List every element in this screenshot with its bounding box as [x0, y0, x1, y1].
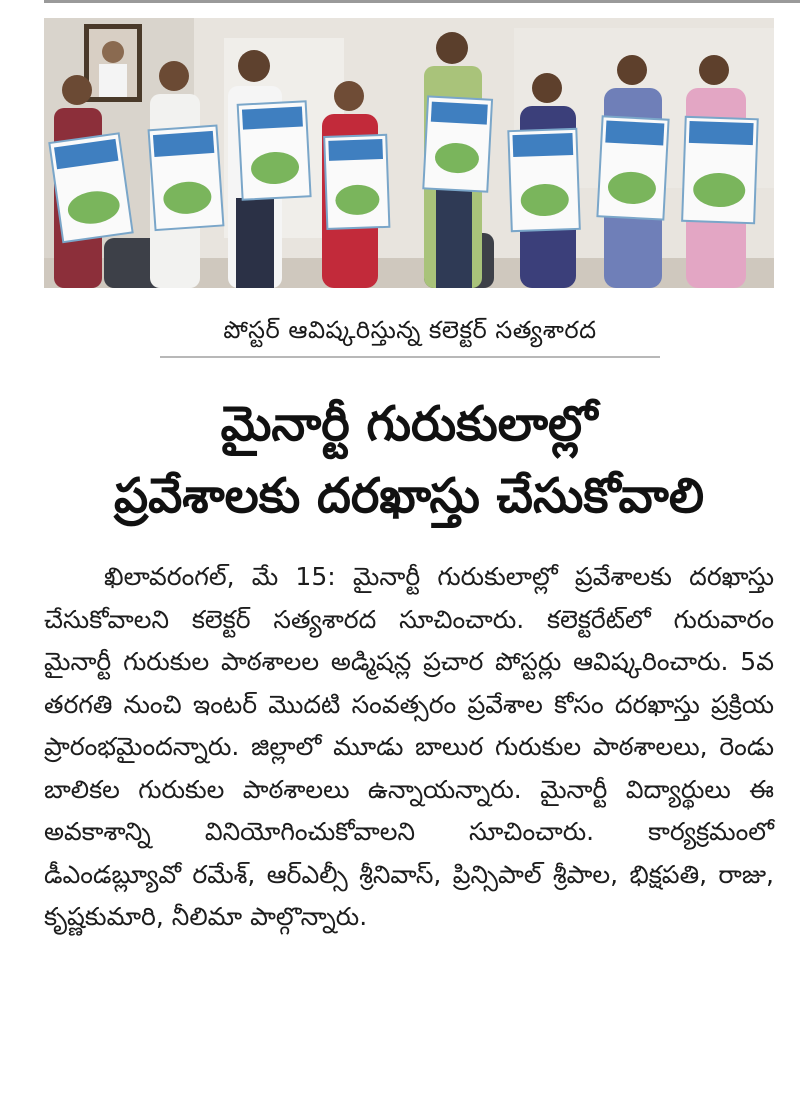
headline-line-2: ప్రవేశాలకు దరఖాస్తు చేసుకోవాలి [113, 468, 705, 524]
photo-illustration [44, 18, 774, 288]
headline-line-1: మైనార్టీ గురుకులాల్లో [220, 396, 598, 452]
photo-caption: పోస్టర్ ఆవిష్కరిస్తున్న కలెక్టర్ సత్యశారద [160, 316, 660, 358]
article-headline [44, 388, 774, 532]
framed-portrait [84, 24, 142, 102]
news-photo [44, 18, 774, 288]
article-body [44, 556, 774, 939]
article-paragraph: ఖిలావరంగల్, మే 15: మైనార్టీ గురుకులాల్లో ప్రవేశాలకు దరఖాస్తు చేసుకోవాలని కలెక్టర్ సత్యశారద సూచించారు. కలెక్టరేట్‌లో గురువారం మైనార్టీ గురుకుల పాఠశాలల అడ్మిషన్ల ప్రచార పోస్టర్లు ఆవిష్కరించారు. 5వ తరగతి నుంచి ఇంటర్ మొదటి సంవత్సరం ప్రవేశాల కోసం దరఖాస్తు ప్రక్రియ ప్రారంభమైందన్నారు. జిల్లాలో మూడు బాలుర గురుకుల పాఠశాలలు, రెండు బాలికల గురుకుల పాఠశాలలు ఉన్నాయన్నారు. మైనార్టీ విద్యార్థులు ఈ అవకాశాన్ని వినియోగించుకోవాలని సూచించారు. కార్యక్రమంలో డీఎండబ్ల్యూవో రమేశ్, ఆర్‌ఎల్సీ శ్రీనివాస్, ప్రిన్సిపాల్ శ్రీపాల, భిక్షపతి, రాజు, కృష్ణకుమారి, నీలిమా పాల్గొన్నారు. [44, 562, 774, 931]
top-rule [44, 0, 800, 3]
